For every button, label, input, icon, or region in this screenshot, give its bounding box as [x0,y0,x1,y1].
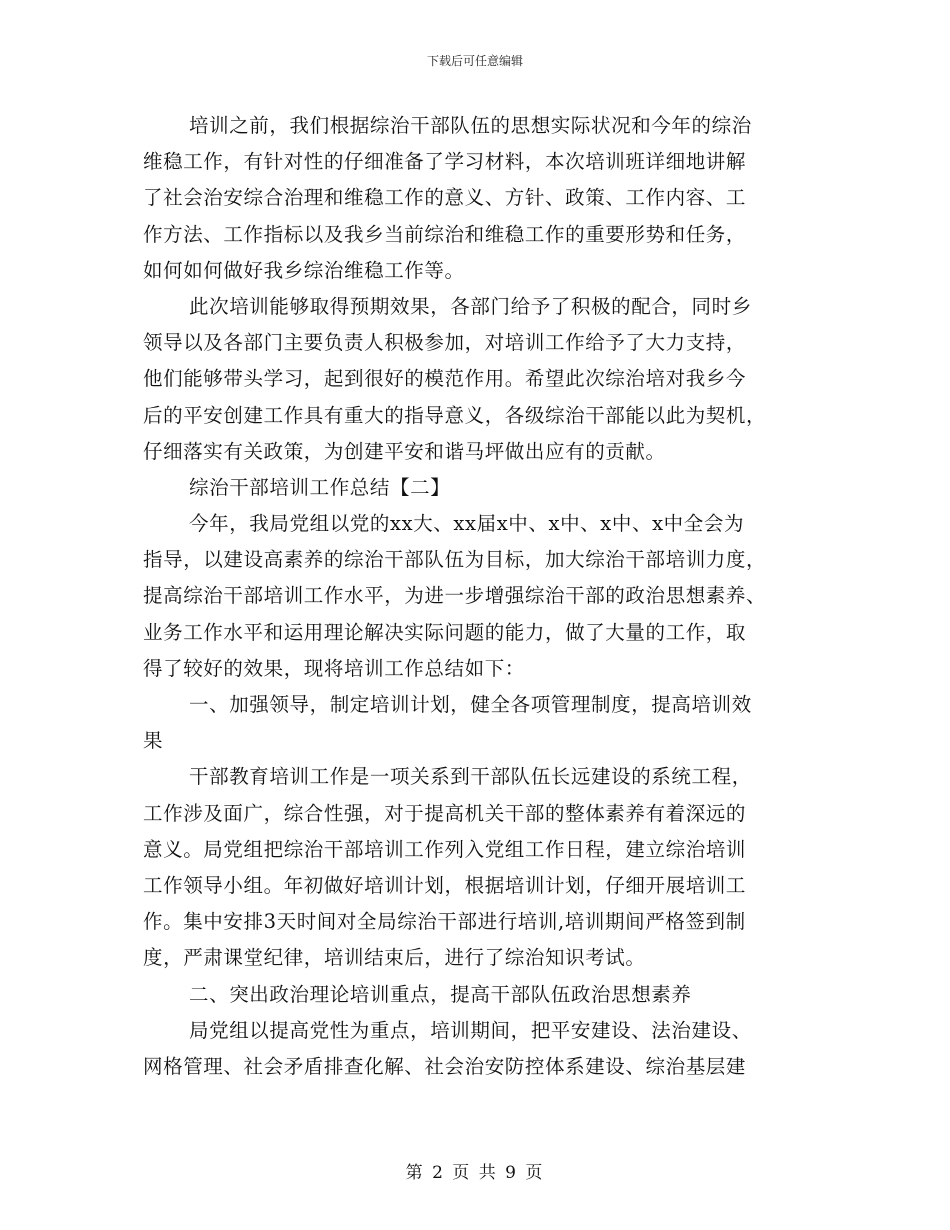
text-line: 培训之前，我们根据综治干部队伍的思想实际状况和今年的综治 [189,114,752,137]
text-line: 后的平安创建工作具有重大的指导意义，各级综治干部能以此为契机， [143,403,767,427]
text-line: 了社会治安综合治理和维稳工作的意义、方针、政策、工作内容、工 [143,186,747,210]
subsection-heading: 一、加强领导，制定培训计划，健全各项管理制度，提高培训效 [189,693,752,716]
text-line: 局党组以提高党性为重点，培训期间，把平安建设、法治建设、 [189,1018,752,1042]
text-line: 他们能够带头学习，起到很好的模范作用。希望此次综治培对我乡今 [143,367,747,391]
text-line: 度，严肃课堂纪律，培训结束后，进行了综治知识考试。 [143,946,646,970]
text-line: 提高综治干部培训工作水平，为进一步增强综治干部的政治思想素养、 [143,584,767,608]
text-line: 干部教育培训工作是一项关系到干部队伍长远建设的系统工程， [189,765,752,789]
text-line: 业务工作水平和运用理论解决实际问题的能力，做了大量的工作，取 [143,620,747,644]
subsection-heading-cont: 果 [143,729,164,753]
section-heading: 综治干部培训工作总结【二】 [189,475,451,499]
text-line: 如何如何做好我乡综治维稳工作等。 [143,258,465,282]
page-header-note: 下载后可任意编辑 [426,54,523,68]
text-line: 意义。局党组把综治干部培训工作列入党组工作日程，建立综治培训 [143,837,747,861]
text-line: 作。集中安排3天时间对全局综治干部进行培训,培训期间严格签到制 [143,910,746,934]
text-line: 作方法、工作指标以及我乡当前综治和维稳工作的重要形势和任务， [143,222,747,246]
text-line: 指导，以建设高素养的综治干部队伍为目标，加大综治干部培训力度， [143,548,767,572]
text-line: 维稳工作，有针对性的仔细准备了学习材料，本次培训班详细地讲解 [143,150,747,174]
subsection-heading: 二、突出政治理论培训重点，提高干部队伍政治思想素养 [189,982,692,1006]
text-line: 工作涉及面广，综合性强，对于提高机关干部的整体素养有着深远的 [143,801,747,825]
text-line: 领导以及各部门主要负责人积极参加，对培训工作给予了大力支持， [143,331,747,355]
document-body [143,108,808,1085]
text-line: 此次培训能够取得预期效果，各部门给予了积极的配合，同时乡 [189,294,752,318]
text-line: 今年，我局党组以党的xx大、xx届x中、x中、x中、x中全会为 [189,512,745,536]
text-line: 网格管理、社会矛盾排查化解、社会治安防控体系建设、综治基层建 [143,1054,747,1078]
text-line: 工作领导小组。年初做好培训计划，根据培训计划，仔细开展培训工 [143,873,747,897]
text-line: 仔细落实有关政策，为创建平安和谐马坪做出应有的贡献。 [143,439,666,463]
text-line: 得了较好的效果，现将培训工作总结如下： [143,656,525,680]
page-number: 第 2 页 共 9 页 [405,1163,545,1183]
